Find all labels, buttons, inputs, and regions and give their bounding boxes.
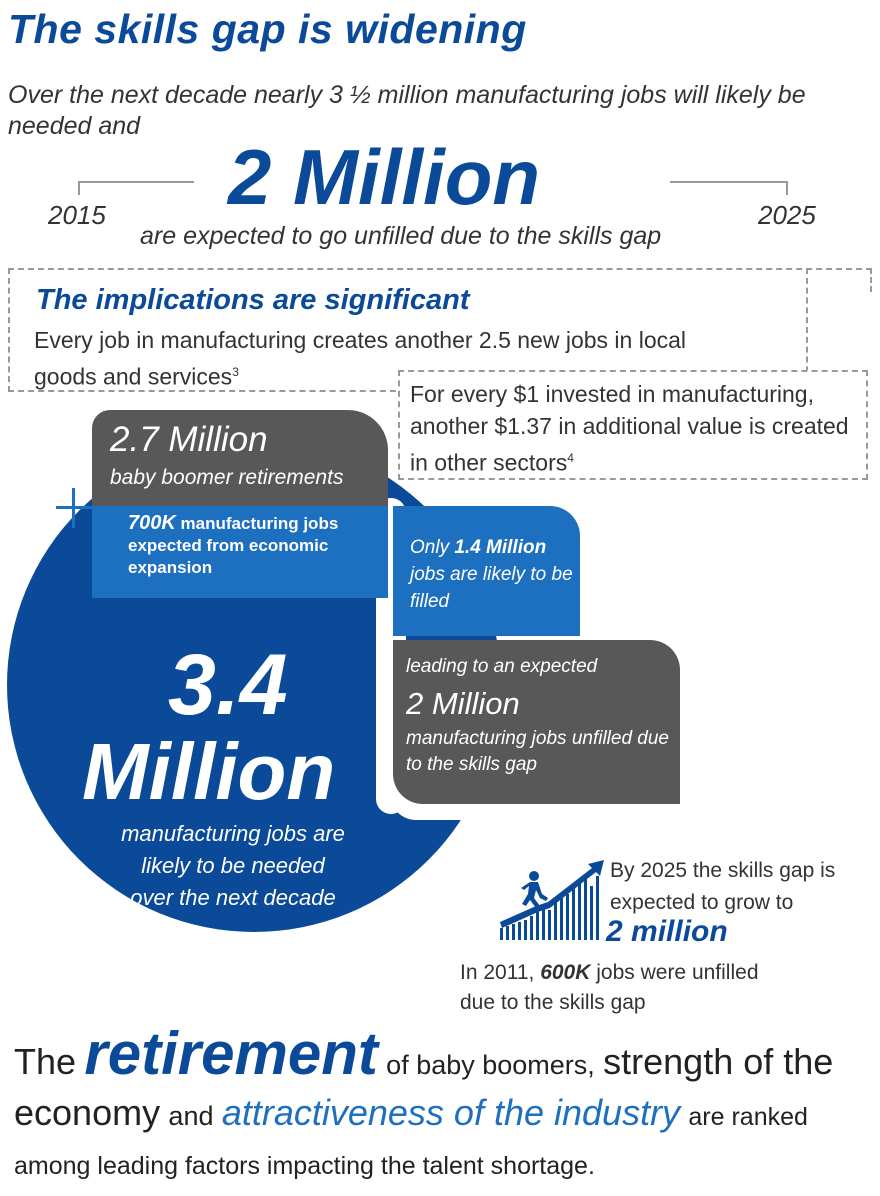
filled-value: 1.4 Million — [454, 537, 547, 558]
filled-text — [410, 534, 575, 615]
footer-statement — [14, 1020, 874, 1190]
growth-2011-prefix: In 2011, — [460, 961, 535, 984]
growth-chart-icon — [496, 856, 608, 946]
growth-2011-suffix: jobs were unfilled due to the skills gap — [460, 961, 759, 1014]
footnote-4: 4 — [567, 451, 574, 465]
investment-text — [410, 378, 870, 479]
footer-word-the: The — [14, 1041, 77, 1082]
growth-2011-text — [460, 958, 760, 1018]
timeline-right-tick — [786, 181, 788, 195]
intro-text: Over the next decade nearly 3 ½ million manufacturing jobs will likely be needed and — [8, 81, 806, 140]
growth-text: By 2025 the skills gap is expected to grow to — [610, 859, 836, 914]
investment-body: For every $1 invested in manufacturing, another $1.37 in additional value is created in other sectors — [410, 381, 849, 476]
page-title: The skills gap is widening — [8, 6, 527, 52]
timeline-left-horizontal — [78, 181, 194, 183]
timeline-right-horizontal — [670, 181, 788, 183]
expansion-value: 700K — [128, 512, 176, 534]
timeline-left-tick — [78, 181, 80, 195]
filled-label: jobs are likely to be filled — [410, 564, 573, 612]
footer-word-retirement: retirement — [84, 1020, 378, 1087]
footer-baby-boomers: of baby boomers, — [386, 1050, 595, 1080]
filled-prefix: Only — [410, 537, 450, 558]
growth-value: 2 million — [606, 915, 728, 948]
expansion-text — [128, 512, 378, 579]
growth-2011-value: 600K — [540, 961, 591, 984]
unfilled-label: manufacturing jobs unfilled due to the skills gap — [406, 728, 670, 775]
total-value-number: 3.4 — [168, 637, 288, 733]
year-end: 2025 — [758, 200, 816, 230]
total-label: manufacturing jobs are likely to be needed over the next decade — [121, 821, 345, 910]
unfilled-value: 2 Million — [406, 686, 520, 721]
footer-strength-economy: strength of the economy — [14, 1041, 834, 1133]
year-start: 2015 — [48, 200, 106, 230]
unfilled-caption: are expected to go unfilled due to the skills gap — [140, 222, 662, 250]
retirements-label: baby boomer retirements — [110, 466, 344, 489]
retirements-value: 2.7 Million — [110, 420, 268, 459]
footer-ranked: are ranked among leading factors impacting the talent shortage. — [14, 1103, 808, 1180]
total-value-unit: Million — [82, 727, 336, 816]
headline-number: 2 Million — [228, 133, 540, 221]
footer-attractiveness: attractiveness of the industry — [221, 1092, 681, 1133]
footer-word-and: and — [168, 1101, 214, 1131]
expansion-label: manufacturing jobs expected from economic expansion — [128, 514, 339, 577]
plus-icon — [72, 488, 75, 528]
footnote-3: 3 — [232, 365, 239, 379]
unfilled-prefix: leading to an expected — [406, 656, 598, 677]
implications-title: The implications are significant — [36, 284, 470, 316]
implications-border-right — [870, 268, 872, 292]
implications-jobs-body: Every job in manufacturing creates another 2.5 new jobs in local goods and services — [34, 327, 687, 390]
plus-icon-horizontal — [56, 506, 104, 509]
